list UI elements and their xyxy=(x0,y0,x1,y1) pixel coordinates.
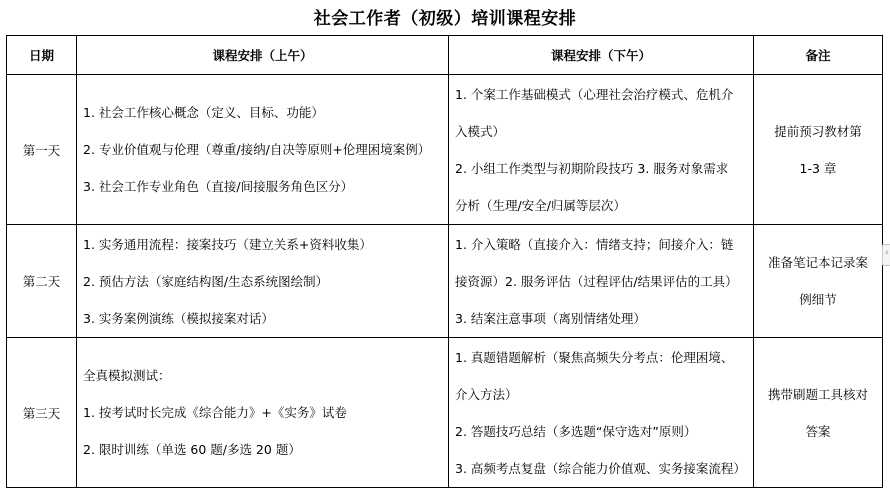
afternoon-line: 2. 小组工作类型与初期阶段技巧 3. 服务对象需求 xyxy=(455,160,729,176)
header-morning: 课程安排（上午） xyxy=(77,36,449,75)
day-cell: 第二天 xyxy=(7,225,77,338)
header-note: 备注 xyxy=(754,36,883,75)
note-line: 答案 xyxy=(805,423,831,439)
afternoon-line: 介入方法） xyxy=(455,386,518,402)
note-cell xyxy=(754,338,883,488)
afternoon-line: 1. 个案工作基础模式（心理社会治疗模式、危机介 xyxy=(455,86,734,102)
side-scroll-tab[interactable] xyxy=(882,244,890,266)
morning-line: 全真模拟测试： xyxy=(83,368,171,383)
morning-line: 1. 实务通用流程：接案技巧（建立关系+资料收集） xyxy=(83,236,372,252)
afternoon-cell xyxy=(449,75,754,225)
afternoon-line: 1. 介入策略（直接介入：情绪支持；间接介入：链 xyxy=(455,236,734,252)
day-cell: 第三天 xyxy=(7,338,77,488)
afternoon-line: 接资源）2. 服务评估（过程评估/结果评估的工具） xyxy=(455,273,738,289)
afternoon-cell xyxy=(449,225,754,338)
afternoon-line: 3. 高频考点复盘（综合能力价值观、实务接案流程） xyxy=(455,460,746,476)
page-title: 社会工作者（初级）培训课程安排 xyxy=(313,9,577,29)
morning-cell xyxy=(77,225,449,338)
day-cell: 第一天 xyxy=(7,75,77,225)
afternoon-line: 3. 结案注意事项（离别情绪处理） xyxy=(455,310,646,326)
morning-line: 1. 社会工作核心概念（定义、目标、功能） xyxy=(83,105,324,120)
note-cell xyxy=(754,225,883,338)
afternoon-line: 分析（生理/安全/归属等层次） xyxy=(455,197,626,213)
morning-line: 3. 实务案例演练（模拟接案对话） xyxy=(83,310,274,326)
note-line: 提前预习教材第 xyxy=(774,123,862,139)
afternoon-line: 2. 答题技巧总结（多选题“保守选对”原则） xyxy=(455,423,697,439)
morning-line: 2. 预估方法（家庭结构图/生态系统图绘制） xyxy=(83,273,329,289)
morning-line: 3. 社会工作专业角色（直接/间接服务角色区分） xyxy=(83,179,354,194)
morning-cell xyxy=(77,338,449,488)
morning-line: 2. 限时训练（单选 60 题/多选 20 题） xyxy=(83,442,301,457)
note-line: 例细节 xyxy=(799,292,837,307)
afternoon-line: 入模式） xyxy=(455,123,506,139)
afternoon-cell xyxy=(449,338,754,488)
table-row xyxy=(7,338,883,488)
note-cell xyxy=(754,75,883,225)
header-row xyxy=(7,36,883,75)
schedule-table xyxy=(6,35,883,488)
morning-line: 2. 专业价值观与伦理（尊重/接纳/自决等原则+伦理困境案例） xyxy=(83,142,431,157)
afternoon-line: 1. 真题错题解析（聚焦高频失分考点：伦理困境、 xyxy=(455,349,734,365)
note-line: 携带刷题工具核对 xyxy=(767,386,868,402)
header-afternoon: 课程安排（下午） xyxy=(449,36,754,75)
chevron-left-icon: ‹ xyxy=(885,248,889,258)
morning-cell xyxy=(77,75,449,225)
table-row xyxy=(7,225,883,338)
note-line: 准备笔记本记录案 xyxy=(767,255,868,270)
morning-line: 1. 按考试时长完成《综合能力》+《实务》试卷 xyxy=(83,405,347,420)
table-row xyxy=(7,75,883,225)
header-date: 日期 xyxy=(7,36,77,75)
note-line: 1-3 章 xyxy=(799,160,837,176)
